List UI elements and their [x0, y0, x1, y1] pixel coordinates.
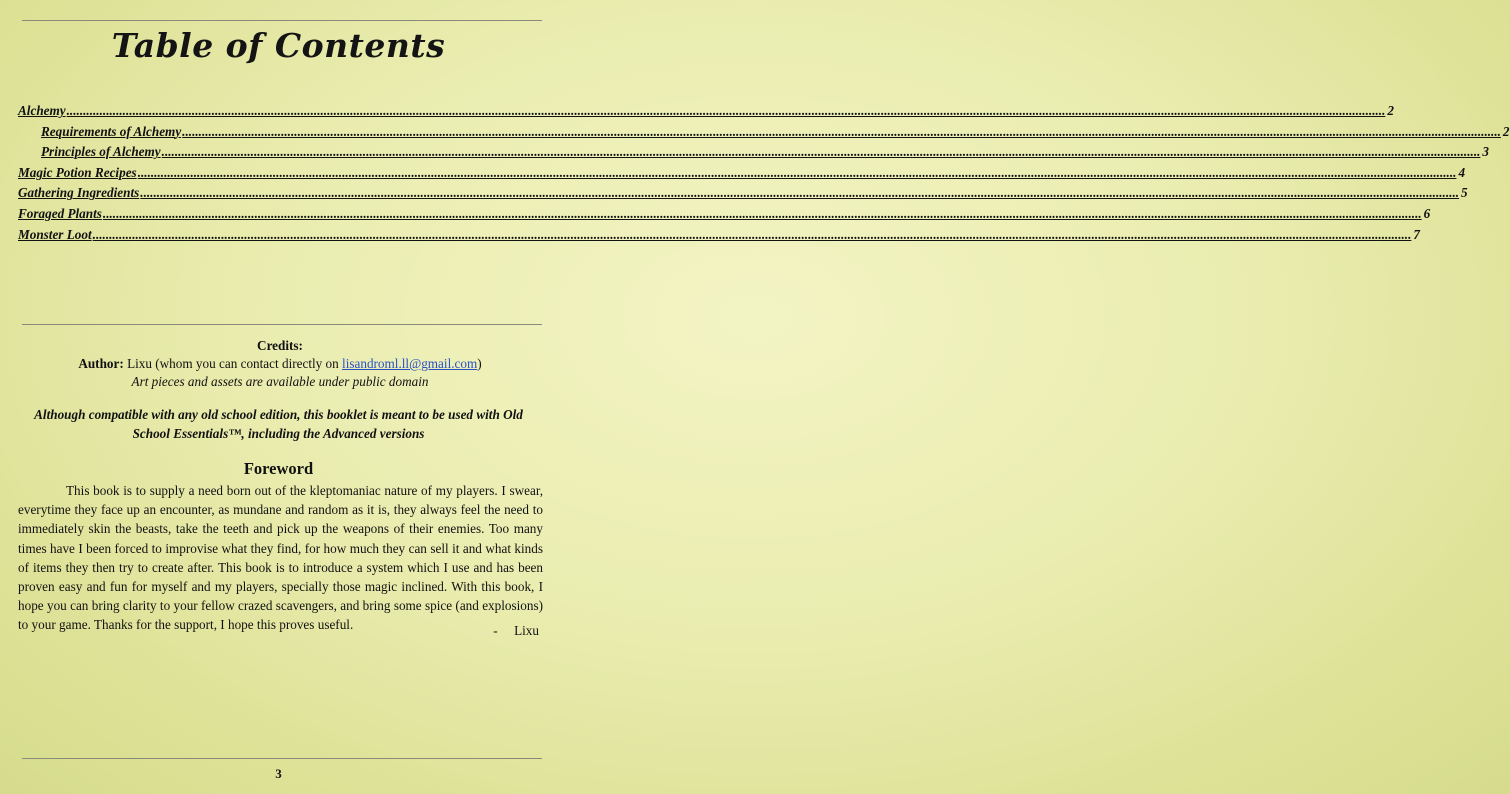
toc-dot-leader: ................................................................................................................................................................................................................................................................................................................................................................................................................: [137, 164, 1457, 180]
author-email-link[interactable]: lisandroml.ll@gmail.com: [342, 356, 478, 371]
page-title: Table of Contents: [111, 26, 446, 65]
toc-entry[interactable]: [18, 103, 1394, 124]
toc-entry-label[interactable]: Monster Loot: [18, 226, 92, 242]
author-line: [18, 355, 542, 373]
toc-entry-page: 5: [1461, 185, 1468, 201]
toc-entry-page: 2: [1387, 103, 1394, 118]
toc-dot-leader: ................................................................................................................................................................................................................................................................................................................................................................................................................: [66, 103, 1386, 118]
toc-dot-leader: ................................................................................................................................................................................................................................................................................................................................................................................................................: [92, 226, 1412, 242]
page-number: 3: [275, 766, 282, 781]
toc-entry[interactable]: [18, 164, 1466, 186]
toc-entry-label[interactable]: Magic Potion Recipes: [18, 164, 137, 180]
author-close: ): [477, 356, 482, 371]
toc-entry[interactable]: [18, 144, 1489, 165]
toc-entry[interactable]: [18, 123, 1510, 145]
credits-heading: Credits:: [257, 338, 303, 353]
toc-entry-page: 4: [1458, 164, 1466, 180]
foreword-body: [18, 481, 543, 635]
toc-entry-label[interactable]: Gathering Ingredients: [18, 185, 140, 201]
toc-dot-leader: ................................................................................................................................................................................................................................................................................................................................................................................................................: [182, 123, 1501, 139]
foreword-title: Foreword: [243, 459, 314, 478]
compatibility-note: Although compatible with any old school edition, this booklet is meant to be used with Old School Essentials™, including the Advanced versions: [34, 407, 523, 441]
toc-dot-leader: ................................................................................................................................................................................................................................................................................................................................................................................................................: [102, 205, 1422, 221]
toc-entry-page: 7: [1413, 226, 1420, 242]
top-rule: [22, 20, 542, 21]
foreword-paragraph: This book is to supply a need born out of the kleptomaniac nature of my players. I swear, everytime they face up an encounter, as mundane and random as it is, they always feel the need to immediately skin the beasts, take the teeth and pick up the weapons of their enemies. Too many times have I been forced to improvise what they find, for how much they can sell it and what kinds of items they then try to create after. This book is to introduce a system which I use and has been proven easy and fun for myself and my players, specially those magic inclined. With this book, I hope you can bring clarity to your fellow crazed scavengers, and bring some spice (and explosions) to your game. Thanks for the support, I hope this proves useful.: [18, 483, 543, 633]
toc-entry-label[interactable]: Foraged Plants: [18, 205, 102, 221]
art-note: Art pieces and assets are available under public domain: [131, 374, 429, 389]
toc-entry-page: 3: [1482, 144, 1489, 160]
toc-entry-label[interactable]: Requirements of Alchemy: [41, 123, 182, 139]
toc-entry[interactable]: [18, 226, 1420, 248]
middle-rule: [22, 324, 542, 325]
author-text: Lixu (whom you can contact directly on: [123, 356, 343, 371]
toc-dot-leader: ................................................................................................................................................................................................................................................................................................................................................................................................................: [161, 144, 1481, 160]
toc-entry-page: 2: [1502, 123, 1510, 139]
author-label: Author:: [78, 356, 124, 371]
foreword-signoff: - Lixu: [493, 623, 539, 638]
toc-entry-page: 6: [1423, 205, 1431, 221]
toc-entry[interactable]: [18, 205, 1431, 227]
bottom-rule: [22, 758, 542, 759]
toc-entry-label[interactable]: Alchemy: [18, 103, 66, 118]
toc-entry-label[interactable]: Principles of Alchemy: [41, 144, 161, 160]
toc-entry[interactable]: [18, 185, 1468, 206]
table-of-contents: [18, 103, 1510, 247]
credits-block: [18, 337, 542, 391]
toc-dot-leader: ................................................................................................................................................................................................................................................................................................................................................................................................................: [140, 185, 1460, 201]
